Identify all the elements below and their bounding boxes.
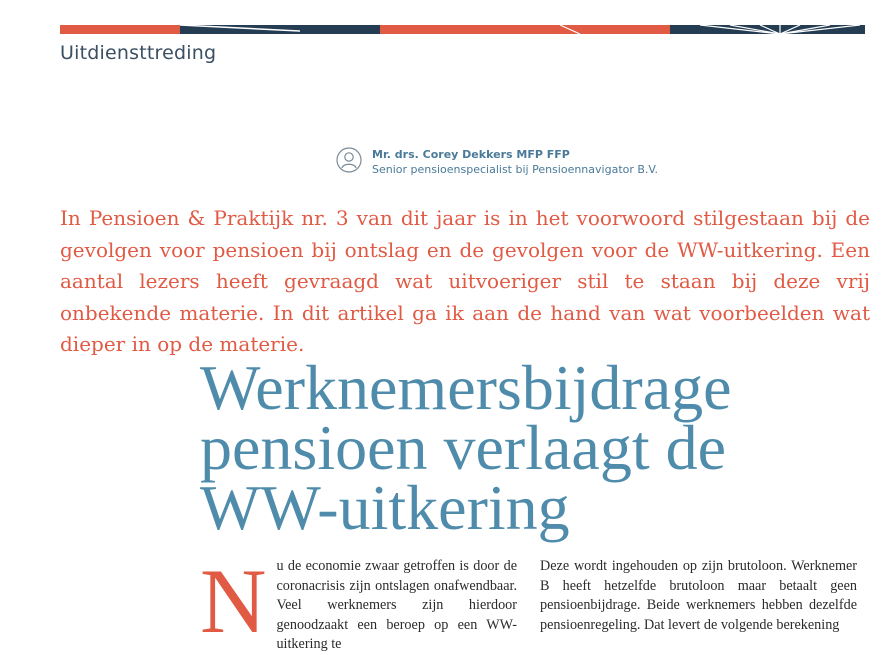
article-title xyxy=(200,352,860,543)
user-icon xyxy=(336,147,362,173)
title-line: Werknemersbijdrage xyxy=(200,352,732,423)
drop-cap: N xyxy=(200,550,267,652)
bar-segment-orange xyxy=(380,25,670,34)
bar-segment-navy xyxy=(300,25,380,34)
author-role: Senior pensioenspecialist bij Pensioennavigator B.V. xyxy=(372,163,659,176)
body-text: u de economie zwaar getroffen is door de coronacrisis zijn ontslagen onafwendbaar. Veel werknemers zijn hierdoor genoodzaakt een beroep op een WW-uitkering te xyxy=(276,558,517,652)
title-line: WW-uitkering xyxy=(200,472,570,543)
body-column-1 xyxy=(200,550,517,655)
body-column-2 xyxy=(540,557,857,635)
section-label: Uitdiensttreding xyxy=(60,42,217,64)
intro-paragraph: In Pensioen & Praktijk nr. 3 van dit jaar is in het voorwoord stilgestaan bij de gevolgen voor pensioen bij ontslag en de gevolgen voor de WW-uitkering. Een aantal lezers heeft gevraagd wat uitvoeriger stil te staan bij deze vrij onbekende materie. In dit artikel ga ik aan de hand van wat voorbeelden wat dieper in op de materie. xyxy=(60,206,870,356)
header-color-bar xyxy=(60,25,865,34)
bar-segment-orange xyxy=(60,25,180,34)
body-text: Deze wordt ingehouden op zijn brutoloon. Werknemer B heeft hetzelfde brutoloon maar betaalt geen pensioenbijdrage. Beide werknemers hebben dezelfde pensioenregeling. Dat levert de volgende berekening xyxy=(540,558,857,633)
author-name: Mr. drs. Corey Dekkers MFP FFP xyxy=(372,148,570,161)
author-block xyxy=(336,147,658,177)
title-line: pensioen verlaagt de xyxy=(200,412,726,483)
